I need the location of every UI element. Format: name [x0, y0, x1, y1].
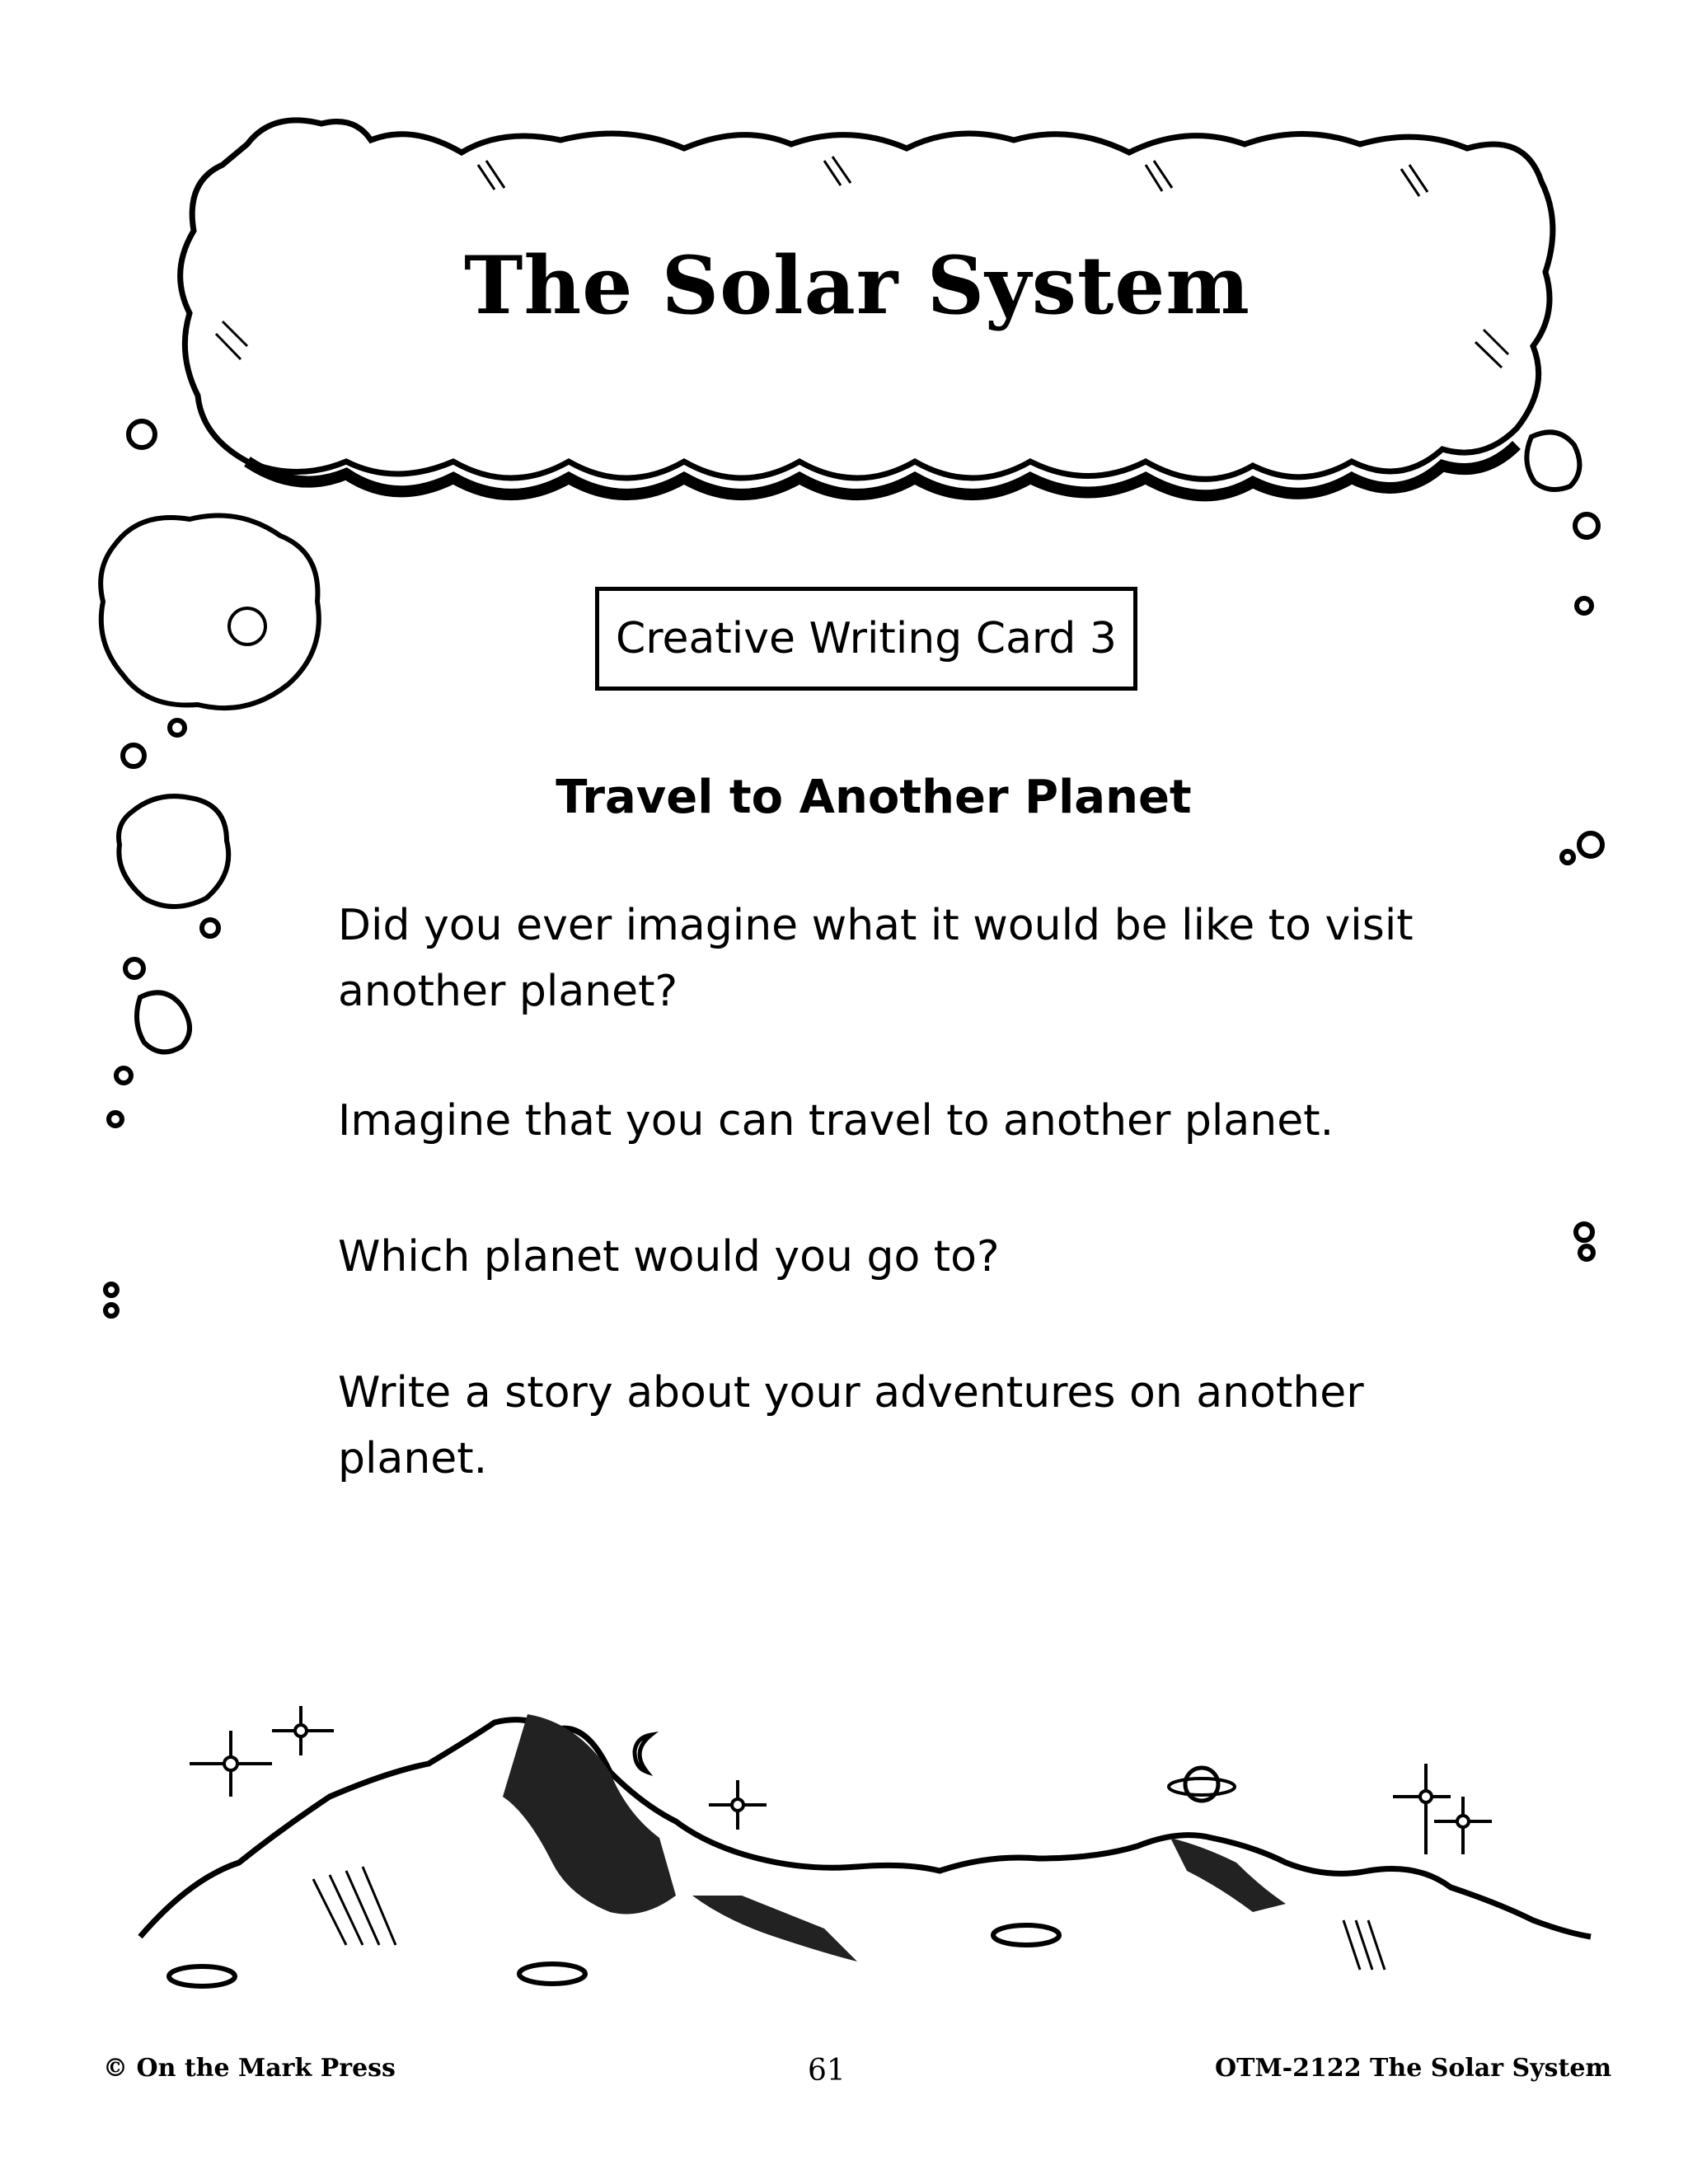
footer-product-code: OTM-2122 The Solar System [1215, 2054, 1612, 2083]
page-title: The Solar System [464, 239, 1250, 332]
footer-page-number: 61 [808, 2054, 846, 2088]
asteroid-illustrations [101, 421, 1602, 1316]
prompt-paragraph-4: Write a story about your adventures on another planet. [338, 1368, 1364, 1483]
prompt-paragraph-1: Did you ever imagine what it would be like to visit another planet? [338, 901, 1414, 1016]
card-label: Creative Writing Card 3 [615, 614, 1118, 663]
card-subtitle: Travel to Another Planet [556, 771, 1192, 824]
footer-copyright: © On the Mark Press [103, 2054, 396, 2083]
prompt-paragraph-3: Which planet would you go to? [338, 1232, 1000, 1282]
prompt-paragraph-2: Imagine that you can travel to another planet. [338, 1096, 1334, 1146]
card-label-box [595, 587, 1137, 691]
moon-landscape-illustration [140, 1706, 1591, 1986]
